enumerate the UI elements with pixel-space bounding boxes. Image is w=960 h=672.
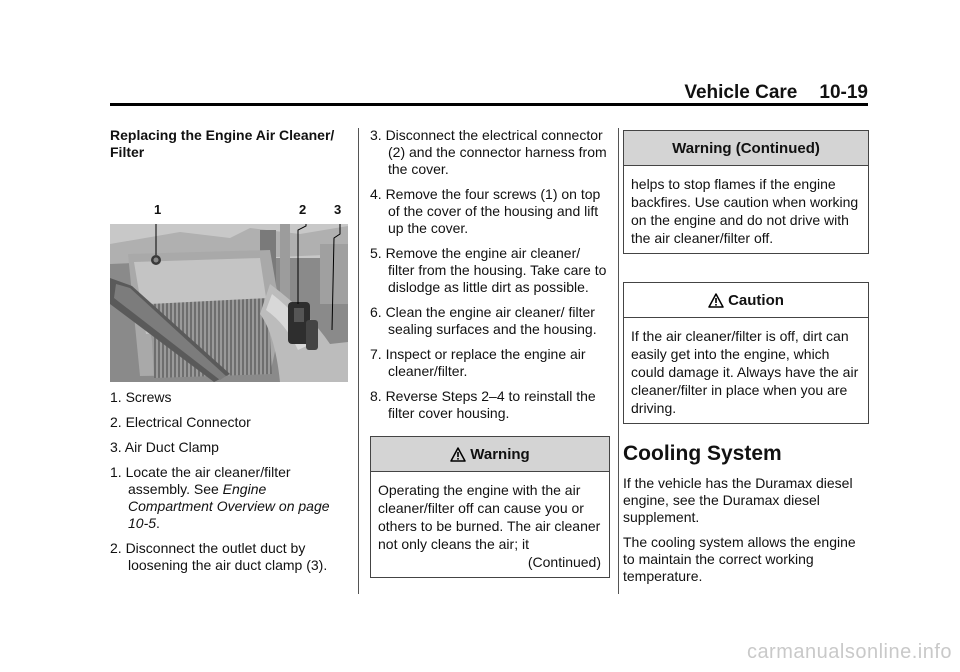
watermark: carmanualsonline.info — [746, 641, 952, 663]
legend-item-2: 2. Electrical Connector — [110, 414, 251, 430]
section-name: Vehicle Care — [684, 82, 798, 103]
column-divider-1 — [358, 128, 359, 594]
page-number: 10-19 — [819, 82, 868, 103]
step-2: 2. Disconnect the outlet duct by loosening the air duct clamp (3). — [110, 540, 328, 573]
warning-header — [371, 437, 609, 472]
step-8: 8. Reverse Steps 2–4 to reinstall the filter cover housing. — [370, 388, 596, 421]
cooling-paragraph-1: If the vehicle has the Duramax diesel engine, see the Duramax diesel supplement. — [623, 475, 853, 525]
legend-item-1: 1. Screws — [110, 389, 172, 405]
engine-compartment-photo — [110, 224, 348, 382]
header-rule — [110, 103, 868, 106]
warning-text: Operating the engine with the air cleaner/filter off can cause you or others to be burned. The air cleaner not only cleans the air; it — [378, 482, 601, 552]
warning-continued-box — [623, 130, 869, 254]
air-cleaner-figure — [110, 201, 348, 381]
callout-1: 1 — [154, 202, 162, 217]
warning-body — [371, 472, 609, 577]
column-2 — [370, 127, 610, 578]
warning-continued-header: Warning (Continued) — [624, 131, 868, 166]
column-3 — [623, 130, 869, 593]
warning-continued: (Continued) — [527, 554, 601, 570]
caution-body: If the air cleaner/filter is off, dirt can easily get into the engine, which could damage it. Always have the air cleaner/filter in place when you are driving. — [631, 328, 859, 416]
step-1-suffix: . — [156, 515, 160, 531]
cooling-paragraph-2: The cooling system allows the engine to maintain the correct working temperature. — [623, 534, 856, 584]
step-7: 7. Inspect or replace the engine air cleaner/filter. — [370, 346, 586, 379]
caution-title: Caution — [728, 292, 784, 309]
step-1 — [110, 464, 350, 532]
engine-compartment-link[interactable]: Engine Compartment Overview on page 10-5 — [128, 481, 330, 531]
warning-box — [370, 436, 610, 578]
column-divider-2 — [618, 128, 619, 594]
caution-box — [623, 282, 869, 424]
caution-icon — [708, 293, 724, 308]
step-5: 5. Remove the engine air cleaner/ filter from the housing. Take care to dislodge as little dirt as possible. — [370, 245, 607, 295]
column-1 — [110, 127, 350, 582]
warning-icon — [450, 447, 466, 462]
step-3: 3. Disconnect the electrical connector (2) and the connector harness from the cover. — [370, 127, 607, 177]
figure-callouts — [110, 201, 348, 223]
legend-item-3: 3. Air Duct Clamp — [110, 439, 219, 455]
caution-header — [624, 283, 868, 318]
warning-title: Warning — [470, 446, 530, 463]
callout-2: 2 — [299, 202, 307, 217]
callout-3: 3 — [334, 202, 342, 217]
step-4: 4. Remove the four screws (1) on top of the cover of the housing and lift up the cover. — [370, 186, 601, 236]
step-1-text: 1. Locate the air cleaner/filter assembly. See — [110, 464, 291, 497]
section-heading-cooling-system: Cooling System — [623, 442, 782, 465]
page-header — [684, 82, 868, 104]
step-6: 6. Clean the engine air cleaner/ filter sealing surfaces and the housing. — [370, 304, 597, 337]
warning-continued-body: helps to stop flames if the engine backfires. Use caution when working on the engine and do not drive with the air cleaner/filter off. — [631, 176, 859, 246]
subheading: Replacing the Engine Air Cleaner/ Filter — [110, 127, 335, 160]
